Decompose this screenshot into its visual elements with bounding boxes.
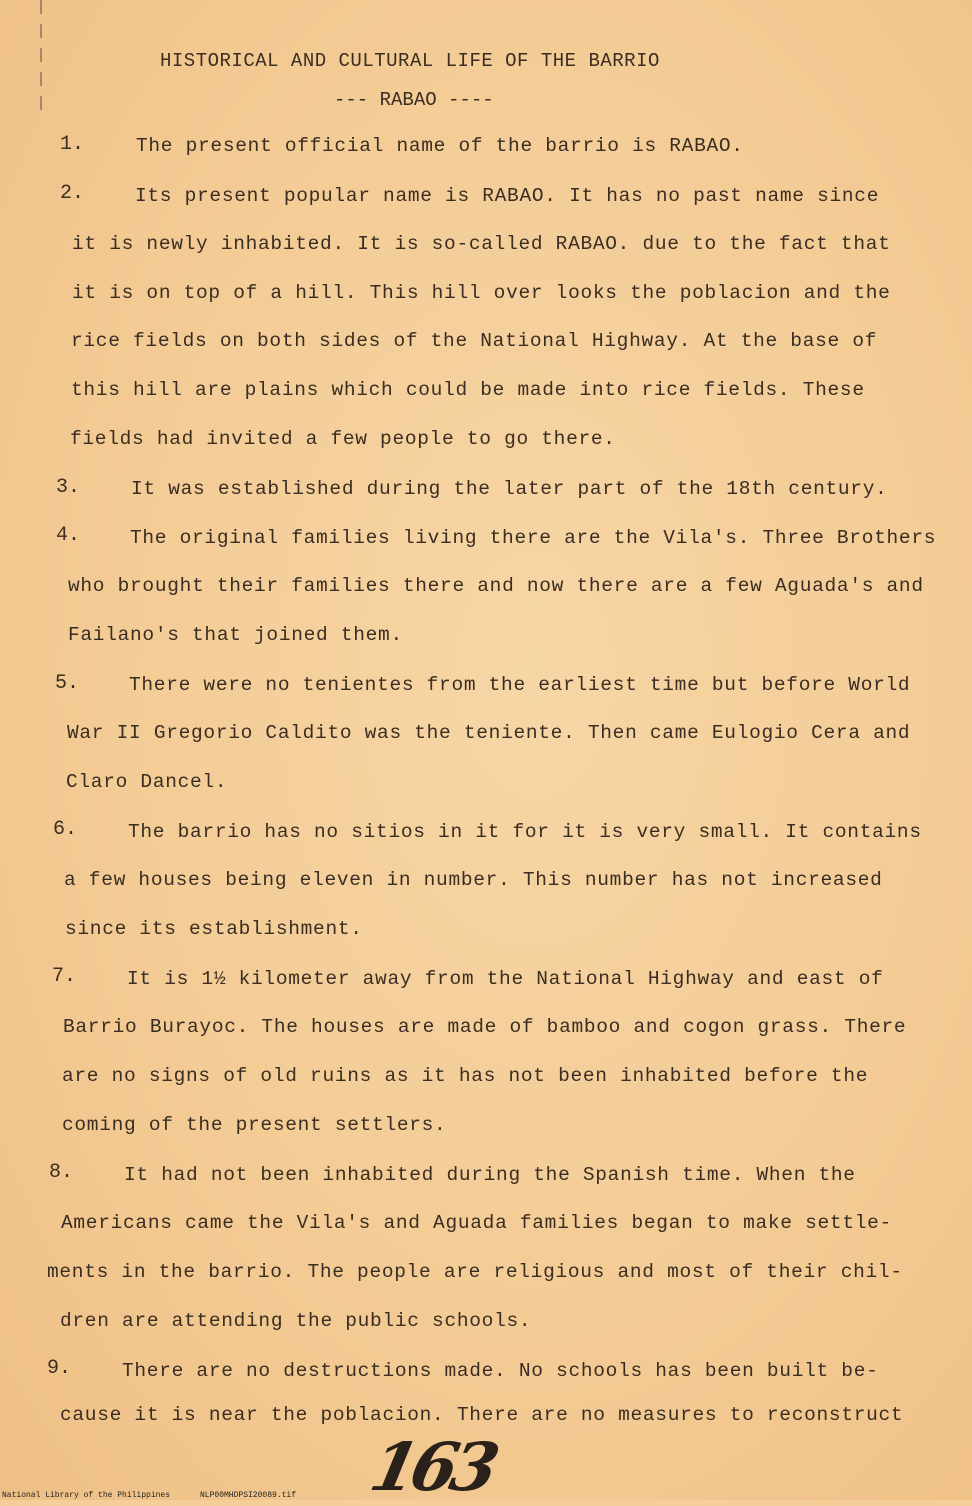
footer-institution: National Library of the Philippines — [2, 1491, 171, 1500]
item-line: There are no destructions made. No schools has been built be- — [122, 1360, 879, 1382]
item-line: It is 1½ kilometer away from the National Highway and east of — [127, 968, 884, 990]
item-line: cause it is near the poblacion. There are no measures to reconstruct — [60, 1404, 904, 1426]
item-number: 7. — [52, 965, 77, 988]
item-line: Claro Dancel. — [66, 771, 228, 793]
document-subtitle: --- RABAO ---- — [334, 89, 494, 111]
page-number-stamp: 163 — [363, 1428, 501, 1506]
footer-filename: NLP00MHDPSI20089.tif — [200, 1491, 297, 1500]
item-line: Barrio Burayoc. The houses are made of bamboo and cogon grass. There — [63, 1016, 907, 1038]
item-line: Failano's that joined them. — [68, 624, 403, 646]
item-line: It had not been inhabited during the Spanish time. When the — [124, 1164, 856, 1186]
item-line: since its establishment. — [65, 918, 363, 940]
item-line: There were no tenientes from the earliest time but before World — [129, 674, 911, 696]
item-line: it is newly inhabited. It is so-called RABAO. due to the fact that — [72, 233, 891, 255]
item-line: who brought their families there and now there are a few Aguada's and — [68, 575, 924, 597]
item-number: 6. — [53, 818, 78, 841]
item-line: War II Gregorio Caldito was the teniente. Then came Eulogio Cera and — [67, 722, 911, 744]
item-number: 8. — [49, 1161, 74, 1184]
item-number: 9. — [47, 1357, 72, 1380]
item-line: fields had invited a few people to go there. — [70, 428, 616, 450]
item-line: rice fields on both sides of the National Highway. At the base of — [71, 330, 878, 352]
document-title: HISTORICAL AND CULTURAL LIFE OF THE BARRIO — [160, 50, 660, 72]
margin-mark — [40, 0, 42, 110]
item-line: coming of the present settlers. — [62, 1114, 447, 1136]
item-number: 3. — [56, 476, 81, 499]
item-line: a few houses being eleven in number. This number has not increased — [64, 869, 883, 891]
item-line: this hill are plains which could be made into rice fields. These — [71, 379, 865, 401]
item-line: are no signs of old ruins as it has not been inhabited before the — [62, 1065, 869, 1087]
item-line: dren are attending the public schools. — [60, 1310, 532, 1332]
item-number: 2. — [60, 182, 85, 205]
item-number: 5. — [55, 672, 80, 695]
item-line: it is on top of a hill. This hill over looks the poblacion and the — [72, 282, 891, 304]
item-line: ments in the barrio. The people are religious and most of their chil- — [47, 1261, 903, 1283]
item-number: 4. — [56, 524, 81, 547]
item-line: Its present popular name is RABAO. It has no past name since — [135, 185, 880, 207]
item-line: Americans came the Vila's and Aguada families began to make settle- — [61, 1212, 892, 1234]
item-line: The barrio has no sitios in it for it is very small. It contains — [128, 821, 922, 843]
item-line: The original families living there are the Vila's. Three Brothers — [130, 527, 937, 549]
item-line: The present official name of the barrio is RABAO. — [136, 135, 744, 157]
item-number: 1. — [60, 133, 85, 156]
item-line: It was established during the later part of the 18th century. — [131, 478, 888, 500]
